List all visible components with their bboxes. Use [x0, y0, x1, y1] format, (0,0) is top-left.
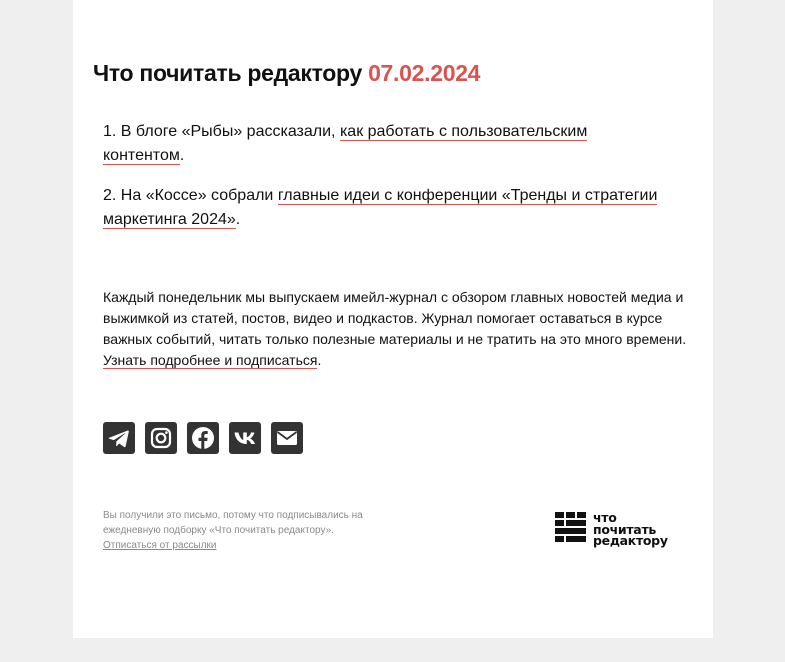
description-text: Каждый понедельник мы выпускаем имейл-журнал с обзором главных новостей медиа и выжимкой из статей, постов, видео и подкастов. Журнал помогает оставаться в курсе важных событий, читать только полезные материалы и не тратить на это много времени.	[103, 289, 687, 347]
vk-icon[interactable]	[229, 422, 261, 454]
issue-date: 07.02.2024	[368, 60, 481, 86]
article-link-trends[interactable]: главные идеи с конференции «Тренды и стратегии маркетинга 2024»	[103, 187, 658, 228]
title-text: Что почитать редактору	[93, 60, 362, 86]
journal-description	[103, 287, 693, 371]
instagram-icon[interactable]	[145, 422, 177, 454]
logo-mark-icon	[555, 512, 591, 548]
article-list	[103, 120, 663, 248]
unsubscribe-link[interactable]: Отписаться от рассылки	[103, 540, 217, 551]
subscription-notice: Вы получили это письмо, потому что подписывались на ежедневную подборку «Что почитать редактору».	[103, 510, 363, 536]
telegram-icon[interactable]	[103, 422, 135, 454]
description-suffix: .	[317, 352, 322, 368]
page-title	[93, 58, 480, 88]
item-suffix: .	[235, 211, 241, 228]
item-prefix: 1. В блоге «Рыбы» рассказали,	[103, 123, 340, 140]
subscribe-link[interactable]: Узнать подробнее и подписаться	[103, 352, 318, 368]
brand-logo[interactable]	[555, 512, 685, 550]
email-card	[73, 0, 713, 638]
list-item	[103, 184, 663, 232]
item-prefix: 2. На «Коссе» собрали	[103, 187, 278, 204]
list-item	[103, 120, 663, 168]
facebook-icon[interactable]	[187, 422, 219, 454]
item-suffix: .	[179, 147, 185, 164]
logo-wordmark	[593, 512, 668, 547]
article-link-ugc[interactable]: как работать с пользовательским контентом	[103, 123, 588, 164]
logo-line: редактору	[593, 533, 668, 549]
logo-line: что	[593, 510, 617, 525]
social-links	[103, 422, 313, 454]
footer-notice	[103, 508, 383, 553]
email-icon[interactable]	[271, 422, 303, 454]
logo-line: почитать	[593, 521, 656, 537]
